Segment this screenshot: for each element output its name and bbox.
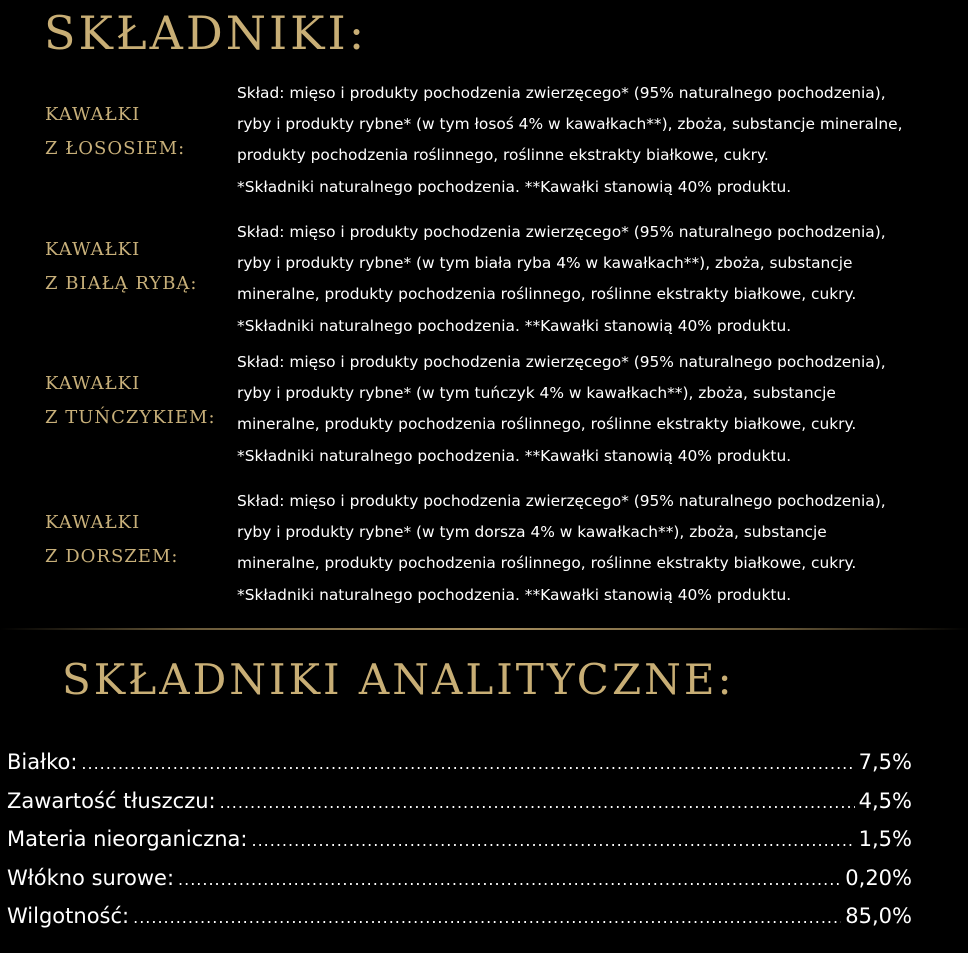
composition-text: [237, 486, 957, 611]
analytic-row: [7, 750, 912, 789]
composition-line: *Składniki naturalnego pochodzenia. **Kawałki stanowią 40% produktu.: [237, 177, 792, 196]
composition-line: Skład: mięso i produkty pochodzenia zwierzęcego* (95% naturalnego pochodzenia),: [237, 84, 886, 102]
page-title: SKŁADNIKI:: [44, 6, 368, 60]
composition-line: *Składniki naturalnego pochodzenia. **Kawałki stanowią 40% produktu.: [237, 316, 792, 335]
analytic-list: [7, 750, 912, 943]
composition-text: [237, 78, 957, 203]
analytic-label: Wilgotność:: [7, 904, 130, 928]
composition-line: mineralne, produkty pochodzenia roślinnego, roślinne ekstrakty białkowe, cukry.: [237, 285, 857, 304]
analytic-value: 0,20%: [845, 865, 912, 890]
composition-line: *Składniki naturalnego pochodzenia. **Kawałki stanowią 40% produktu.: [237, 585, 792, 604]
composition-line: Skład: mięso i produkty pochodzenia zwierzęcego* (95% naturalnego pochodzenia),: [237, 223, 886, 241]
composition-line: ryby i produkty rybne* (w tym biała ryba 4% w kawałkach**), zboża, substancje: [237, 254, 853, 273]
analytic-label: Materia nieorganiczna:: [7, 827, 248, 851]
dot-leader: [252, 831, 855, 850]
composition-line: ryby i produkty rybne* (w tym łosoś 4% w kawałkach**), zboża, substancje mineralne,: [237, 115, 903, 134]
composition-line: *Składniki naturalnego pochodzenia. **Kawałki stanowią 40% produktu.: [237, 446, 792, 465]
composition-line: Skład: mięso i produkty pochodzenia zwierzęcego* (95% naturalnego pochodzenia),: [237, 492, 886, 510]
analytic-row: [7, 827, 912, 866]
analytic-label: Włókno surowe:: [7, 865, 175, 890]
variety-name: KAWAŁKI Z TUŃCZYKIEM:: [45, 373, 216, 428]
analytic-row: [7, 789, 912, 828]
analytic-value: 7,5%: [858, 750, 912, 774]
analytic-title: SKŁADNIKI ANALITYCZNE:: [62, 655, 735, 704]
analytic-row: [7, 866, 912, 905]
analytic-label: Białko:: [7, 750, 78, 774]
composition-line: Skład: mięso i produkty pochodzenia zwierzęcego* (95% naturalnego pochodzenia),: [237, 353, 886, 371]
analytic-row: [7, 904, 912, 943]
variety-name: KAWAŁKI Z BIAŁĄ RYBĄ:: [45, 239, 198, 294]
analytic-label: Zawartość tłuszczu:: [7, 788, 216, 813]
analytic-value: 85,0%: [845, 904, 912, 928]
composition-text: [237, 217, 957, 342]
variety-name: KAWAŁKI Z DORSZEM:: [45, 512, 179, 567]
composition-line: ryby i produkty rybne* (w tym tuńczyk 4% w kawałkach**), zboża, substancje: [237, 384, 836, 403]
composition-line: mineralne, produkty pochodzenia roślinnego, roślinne ekstrakty białkowe, cukry.: [237, 415, 857, 434]
dot-leader: [133, 908, 841, 927]
composition-line: mineralne, produkty pochodzenia roślinnego, roślinne ekstrakty białkowe, cukry.: [237, 554, 857, 573]
section-divider: [0, 628, 968, 630]
dot-leader: [178, 870, 841, 889]
variety-name: KAWAŁKI Z ŁOSOSIEM:: [45, 104, 186, 159]
dot-leader: [81, 754, 854, 773]
dot-leader: [220, 793, 855, 812]
composition-line: produkty pochodzenia roślinnego, roślinne ekstrakty białkowe, cukry.: [237, 146, 769, 165]
analytic-value: 4,5%: [858, 788, 912, 813]
composition-line: ryby i produkty rybne* (w tym dorsza 4% w kawałkach**), zboża, substancje: [237, 523, 827, 542]
composition-text: [237, 347, 957, 472]
analytic-value: 1,5%: [858, 827, 912, 851]
